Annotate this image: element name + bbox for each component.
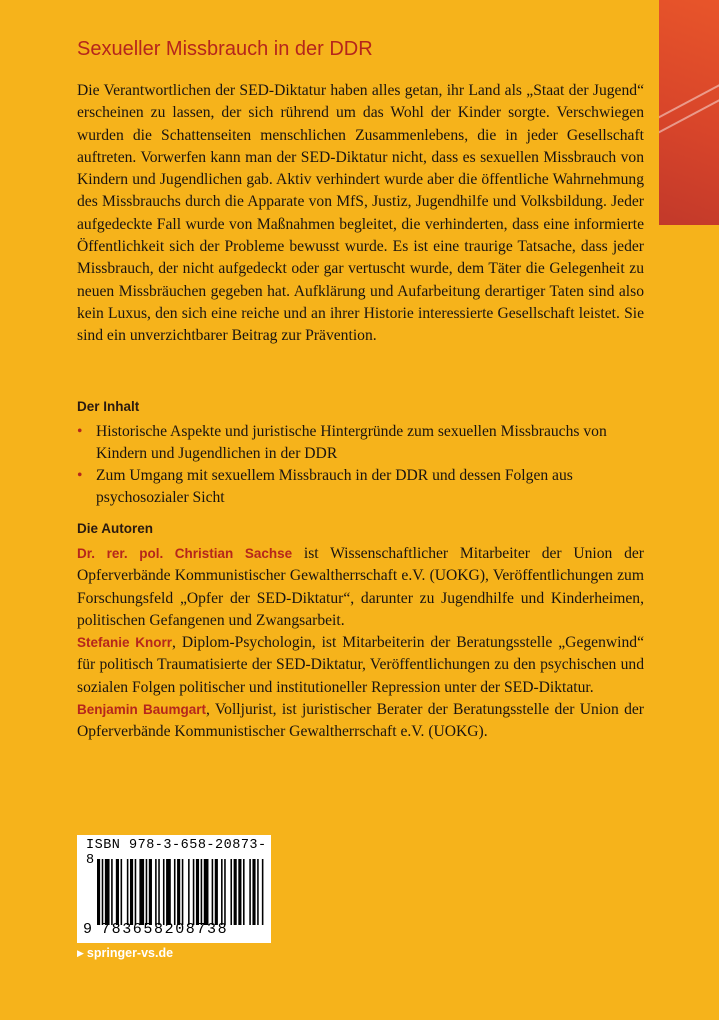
barcode-bar bbox=[121, 859, 123, 925]
contents-list bbox=[77, 421, 637, 509]
bullet-icon: • bbox=[77, 467, 83, 484]
book-title: Sexueller Missbrauch in der DDR bbox=[77, 38, 373, 60]
barcode-bar bbox=[158, 859, 160, 925]
barcode-bar bbox=[127, 859, 129, 925]
author-entry bbox=[77, 699, 644, 744]
bullet-icon: • bbox=[77, 423, 83, 440]
author-entry bbox=[77, 632, 644, 699]
barcode-bar bbox=[188, 859, 190, 925]
barcode-bar bbox=[116, 859, 119, 925]
barcode-bar bbox=[155, 859, 157, 925]
list-item-text: Historische Aspekte und juristische Hintergründe zum sexuellen Missbrauchs von Kindern und Jugendlichen in der DDR bbox=[96, 423, 607, 462]
barcode-icon bbox=[97, 859, 265, 925]
barcode-bar bbox=[146, 859, 148, 925]
authors-section bbox=[77, 543, 644, 744]
barcode-bar bbox=[249, 859, 251, 925]
barcode-bar bbox=[215, 859, 218, 925]
author-entry bbox=[77, 543, 644, 632]
ean-digits: 783658208738 bbox=[101, 921, 229, 938]
authors-heading: Die Autoren bbox=[77, 521, 154, 536]
barcode-bar bbox=[130, 859, 133, 925]
contents-heading: Der Inhalt bbox=[77, 399, 140, 414]
barcode-bar bbox=[252, 859, 255, 925]
barcode-bar bbox=[182, 859, 184, 925]
barcode-bar bbox=[163, 859, 165, 925]
barcode-bar bbox=[212, 859, 214, 925]
barcode-bar bbox=[238, 859, 241, 925]
barcode-bar bbox=[149, 859, 152, 925]
author-name: Dr. rer. pol. Christian Sachse bbox=[77, 546, 293, 561]
barcode-bar bbox=[234, 859, 237, 925]
barcode-bar bbox=[177, 859, 180, 925]
corner-decoration bbox=[659, 0, 719, 225]
author-name: Benjamin Baumgart bbox=[77, 702, 206, 718]
barcode-bar bbox=[135, 859, 137, 925]
ean-first-digit: 9 bbox=[83, 921, 93, 938]
isbn-barcode-box bbox=[77, 835, 271, 943]
barcode-bar bbox=[97, 859, 100, 925]
barcode-bar bbox=[166, 859, 171, 925]
barcode-bar bbox=[105, 859, 110, 925]
barcode-bar bbox=[262, 859, 264, 925]
publisher-link[interactable] bbox=[77, 946, 173, 960]
author-name: Stefanie Knorr bbox=[77, 635, 173, 651]
barcode-bar bbox=[221, 859, 223, 925]
barcode-bar bbox=[102, 859, 104, 925]
list-item-text: Zum Umgang mit sexuellem Missbrauch in der DDR und dessen Folgen aus psychosozialer Sicht bbox=[96, 467, 573, 506]
list-item bbox=[77, 421, 637, 465]
barcode-bar bbox=[230, 859, 232, 925]
barcode-bar bbox=[243, 859, 245, 925]
barcode-bar bbox=[224, 859, 226, 925]
barcode-bar bbox=[139, 859, 144, 925]
barcode-bar bbox=[257, 859, 259, 925]
barcode-bar bbox=[201, 859, 203, 925]
barcode-bar bbox=[193, 859, 195, 925]
website-url: springer-vs.de bbox=[86, 946, 174, 960]
arrow-right-icon: ▶ bbox=[77, 947, 84, 958]
list-item bbox=[77, 465, 637, 509]
isbn-label: ISBN 978-3-658-20873-8 bbox=[86, 838, 267, 868]
barcode-bar bbox=[204, 859, 209, 925]
author-bio: , Volljurist, ist juristischer Berater der Beratungsstelle der Union der Opferverbände Kommunistischer Gewaltherrschaft e.V. (UOKG). bbox=[77, 701, 644, 741]
intro-text: Die Verantwortlichen der SED-Diktatur haben alles getan, ihr Land als „Staat der Jugend“ erscheinen zu lassen, der sich rührend um das Wohl der Kinder sorgte. Verschwiegen wurden die Schattenseiten menschlichen Zusammenlebens, die in jeder Gesellschaft auftreten. Vorwerfen kann man der SED-Diktatur nicht, dass es sexuellen Missbrauch von Kindern und Jugendlichen gab. Aktiv verhindert wurde aber die öffentliche Wahrnehmung des Missbrauchs durch die Apparate von MfS, Justiz, Jugendhilfe und Volksbildung. Jeder aufgedeckte Fall wurde von Maßnahmen begleitet, die verhinderten, dass eine informierte Öffentlichkeit sich der Probleme bewusst wurde. Es ist eine traurige Tatsache, dass jeder Missbrauch, der nicht aufgedeckt oder gar vertuscht wurde, dem Täter die Gelegenheit zu neuen Missbräuchen gegeben hat. Aufklärung und Aufarbeitung derartiger Taten sind also kein Luxus, den sich eine reiche und an ihrer Historie interessierte Gesellschaft leistet. Sie sind ein unverzichtbarer Beitrag zur Prävention. bbox=[77, 82, 644, 345]
author-bio: ist Wissenschaftlicher Mitarbeiter der Union der Opferverbände Kommunistischer Gewaltherrschaft e.V. (UOKG), Veröffentlichungen zum Forschungsfeld „Opfer der SED-Diktatur“, darunter zu Jugendhilfe und Kinderheimen, politischen Gefangenen und Zwangsarbeit. bbox=[77, 545, 644, 629]
barcode-bar bbox=[111, 859, 113, 925]
barcode-bar bbox=[174, 859, 176, 925]
barcode-bar bbox=[196, 859, 199, 925]
author-bio: , Diplom-Psychologin, ist Mitarbeiterin der Beratungsstelle „Gegenwind“ für politisch Traumatisierte der SED-Diktatur, Veröffentlichungen zu den psychischen und sozialen Folgen politischer und institutioneller Repression unter der SED-Diktatur. bbox=[77, 634, 644, 696]
